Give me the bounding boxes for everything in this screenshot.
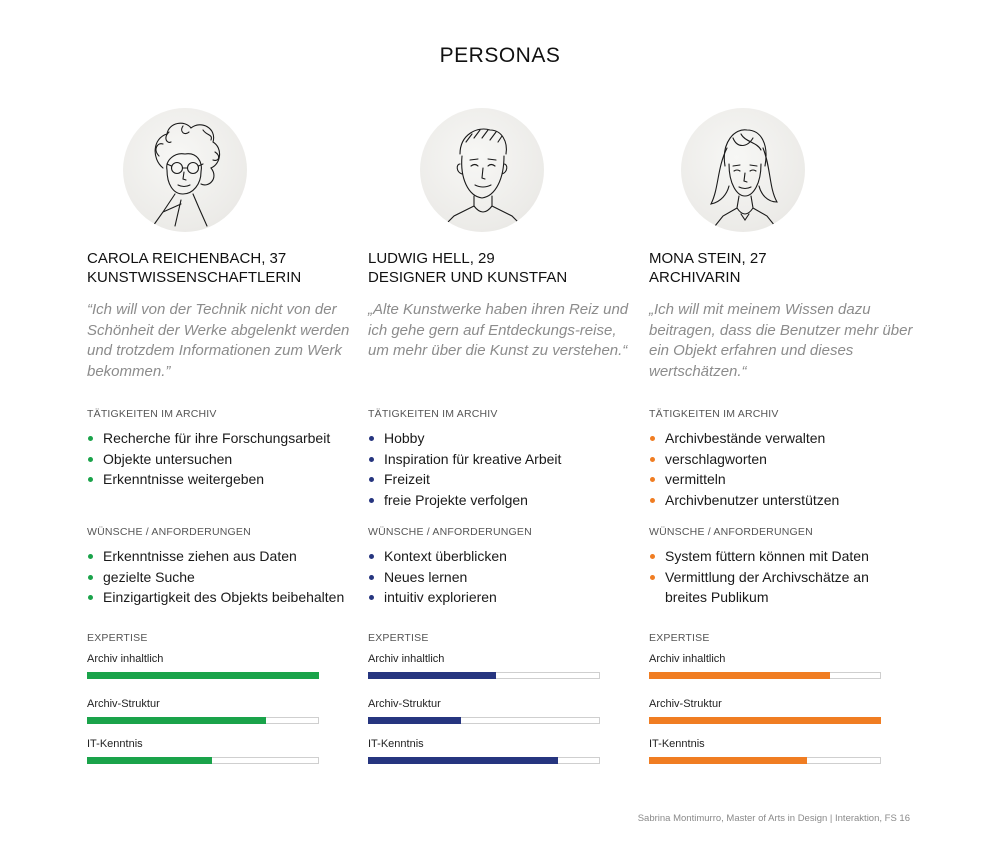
list-item: Objekte untersuchen: [87, 449, 362, 470]
list-item: Kontext überblicken: [368, 546, 643, 567]
persona-avatar-ludwig: [420, 108, 544, 232]
skill-label: Archiv-Struktur: [87, 698, 160, 710]
bullet-dot: [88, 457, 93, 462]
bullet-dot: [369, 498, 374, 503]
skill-label: Archiv inhaltlich: [87, 653, 164, 665]
bullet-dot: [650, 457, 655, 462]
woman-curly-hair-sketch-icon: [123, 108, 247, 232]
bullet-dot: [650, 554, 655, 559]
skill-label: Archiv inhaltlich: [368, 653, 445, 665]
wishes-heading: WÜNSCHE / ANFORDERUNGEN: [649, 526, 813, 538]
skill-bar-fill: [87, 757, 212, 764]
skill-bar: [368, 672, 600, 679]
bullet-dot: [650, 477, 655, 482]
skill-label: Archiv-Struktur: [649, 698, 722, 710]
skill-it-knowledge: [649, 738, 881, 764]
skill-bar-fill: [649, 672, 830, 679]
bullet-dot: [650, 575, 655, 580]
man-short-hair-sketch-icon: [420, 108, 544, 232]
page-title: PERSONAS: [439, 44, 561, 67]
bullet-dot: [88, 436, 93, 441]
skill-it-knowledge: [87, 738, 319, 764]
skill-bar: [87, 757, 319, 764]
woman-long-hair-sketch-icon: [681, 108, 805, 232]
skill-archive-structure: [649, 698, 881, 724]
activities-heading: TÄTIGKEITEN IM ARCHIV: [649, 408, 779, 420]
persona-name: CAROLA REICHENBACH, 37: [87, 250, 287, 267]
list-item: Inspiration für kreative Arbeit: [368, 449, 643, 470]
bullet-dot: [369, 457, 374, 462]
activities-heading: TÄTIGKEITEN IM ARCHIV: [87, 408, 217, 420]
persona-role: ARCHIVARIN: [649, 269, 741, 286]
persona-quote: „Ich will mit meinem Wissen dazu beitragen, dass die Benutzer mehr über ein Objekt erfahren und dieses wertschätzen.“: [649, 301, 913, 380]
skill-bar-fill: [368, 717, 461, 724]
skill-label: IT-Kenntnis: [87, 738, 143, 750]
skill-bar: [368, 757, 600, 764]
bullet-dot: [369, 477, 374, 482]
persona-quote: „Alte Kunstwerke haben ihren Reiz und ich gehe gern auf Entdeckungs-reise, um mehr über die Kunst zu verstehen.“: [368, 301, 629, 359]
footer-credit: Sabrina Montimurro, Master of Arts in Design | Interaktion, FS 16: [637, 813, 910, 824]
skill-bar: [649, 757, 881, 764]
skill-bar-fill: [368, 757, 558, 764]
skill-archive-structure: [368, 698, 600, 724]
activities-list: [368, 428, 643, 510]
list-item: intuitiv explorieren: [368, 587, 643, 608]
activities-heading: TÄTIGKEITEN IM ARCHIV: [368, 408, 498, 420]
bullet-dot: [88, 554, 93, 559]
persona-name: MONA STEIN, 27: [649, 250, 767, 267]
persona-avatar-mona: [681, 108, 805, 232]
skill-archive-content: [649, 653, 881, 679]
skill-bar: [649, 717, 881, 724]
list-item: Freizeit: [368, 469, 643, 490]
list-item: Hobby: [368, 428, 643, 449]
wishes-list: [368, 546, 643, 608]
expertise-heading: EXPERTISE: [87, 632, 148, 644]
list-item: Vermittlung der Archivschätze an breites Publikum: [649, 567, 899, 608]
skill-bar-fill: [649, 757, 807, 764]
list-item: Archivbestände verwalten: [649, 428, 924, 449]
wishes-list: [87, 546, 362, 608]
skill-archive-content: [87, 653, 319, 679]
bullet-dot: [369, 554, 374, 559]
skill-bar-fill: [87, 717, 266, 724]
skill-bar-fill: [368, 672, 496, 679]
skill-bar-fill: [649, 717, 881, 724]
skill-label: Archiv inhaltlich: [649, 653, 726, 665]
list-item: Neues lernen: [368, 567, 643, 588]
bullet-dot: [88, 575, 93, 580]
list-item: freie Projekte verfolgen: [368, 490, 643, 511]
persona-avatar-carola: [123, 108, 247, 232]
list-item: Erkenntnisse weitergeben: [87, 469, 362, 490]
skill-bar: [368, 717, 600, 724]
activities-list: [87, 428, 362, 490]
persona-quote: “Ich will von der Technik nicht von der Schönheit der Werke abgelenkt werden und trotzdem Informationen zum Werk bekommen.”: [87, 301, 350, 380]
persona-name: LUDWIG HELL, 29: [368, 250, 495, 267]
list-item: gezielte Suche: [87, 567, 362, 588]
wishes-list: [649, 546, 924, 608]
persona-role: DESIGNER UND KUNSTFAN: [368, 269, 568, 286]
skill-bar: [649, 672, 881, 679]
bullet-dot: [88, 477, 93, 482]
skill-label: Archiv-Struktur: [368, 698, 441, 710]
list-item: Einzigartigkeit des Objekts beibehalten: [87, 587, 362, 608]
bullet-dot: [369, 595, 374, 600]
activities-list: [649, 428, 924, 510]
bullet-dot: [369, 436, 374, 441]
bullet-dot: [88, 595, 93, 600]
list-item: Archivbenutzer unterstützen: [649, 490, 924, 511]
skill-archive-content: [368, 653, 600, 679]
persona-role: KUNSTWISSENSCHAFTLERIN: [87, 269, 302, 286]
bullet-dot: [650, 436, 655, 441]
list-item: Recherche für ihre Forschungsarbeit: [87, 428, 362, 449]
skill-archive-structure: [87, 698, 319, 724]
wishes-heading: WÜNSCHE / ANFORDERUNGEN: [368, 526, 532, 538]
list-item: System füttern können mit Daten: [649, 546, 924, 567]
list-item: verschlagworten: [649, 449, 924, 470]
skill-bar: [87, 717, 319, 724]
list-item: vermitteln: [649, 469, 924, 490]
list-item: Erkenntnisse ziehen aus Daten: [87, 546, 362, 567]
skill-label: IT-Kenntnis: [368, 738, 424, 750]
expertise-heading: EXPERTISE: [649, 632, 710, 644]
bullet-dot: [369, 575, 374, 580]
expertise-heading: EXPERTISE: [368, 632, 429, 644]
skill-label: IT-Kenntnis: [649, 738, 705, 750]
bullet-dot: [650, 498, 655, 503]
skill-bar: [87, 672, 319, 679]
skill-bar-fill: [87, 672, 319, 679]
wishes-heading: WÜNSCHE / ANFORDERUNGEN: [87, 526, 251, 538]
skill-it-knowledge: [368, 738, 600, 764]
